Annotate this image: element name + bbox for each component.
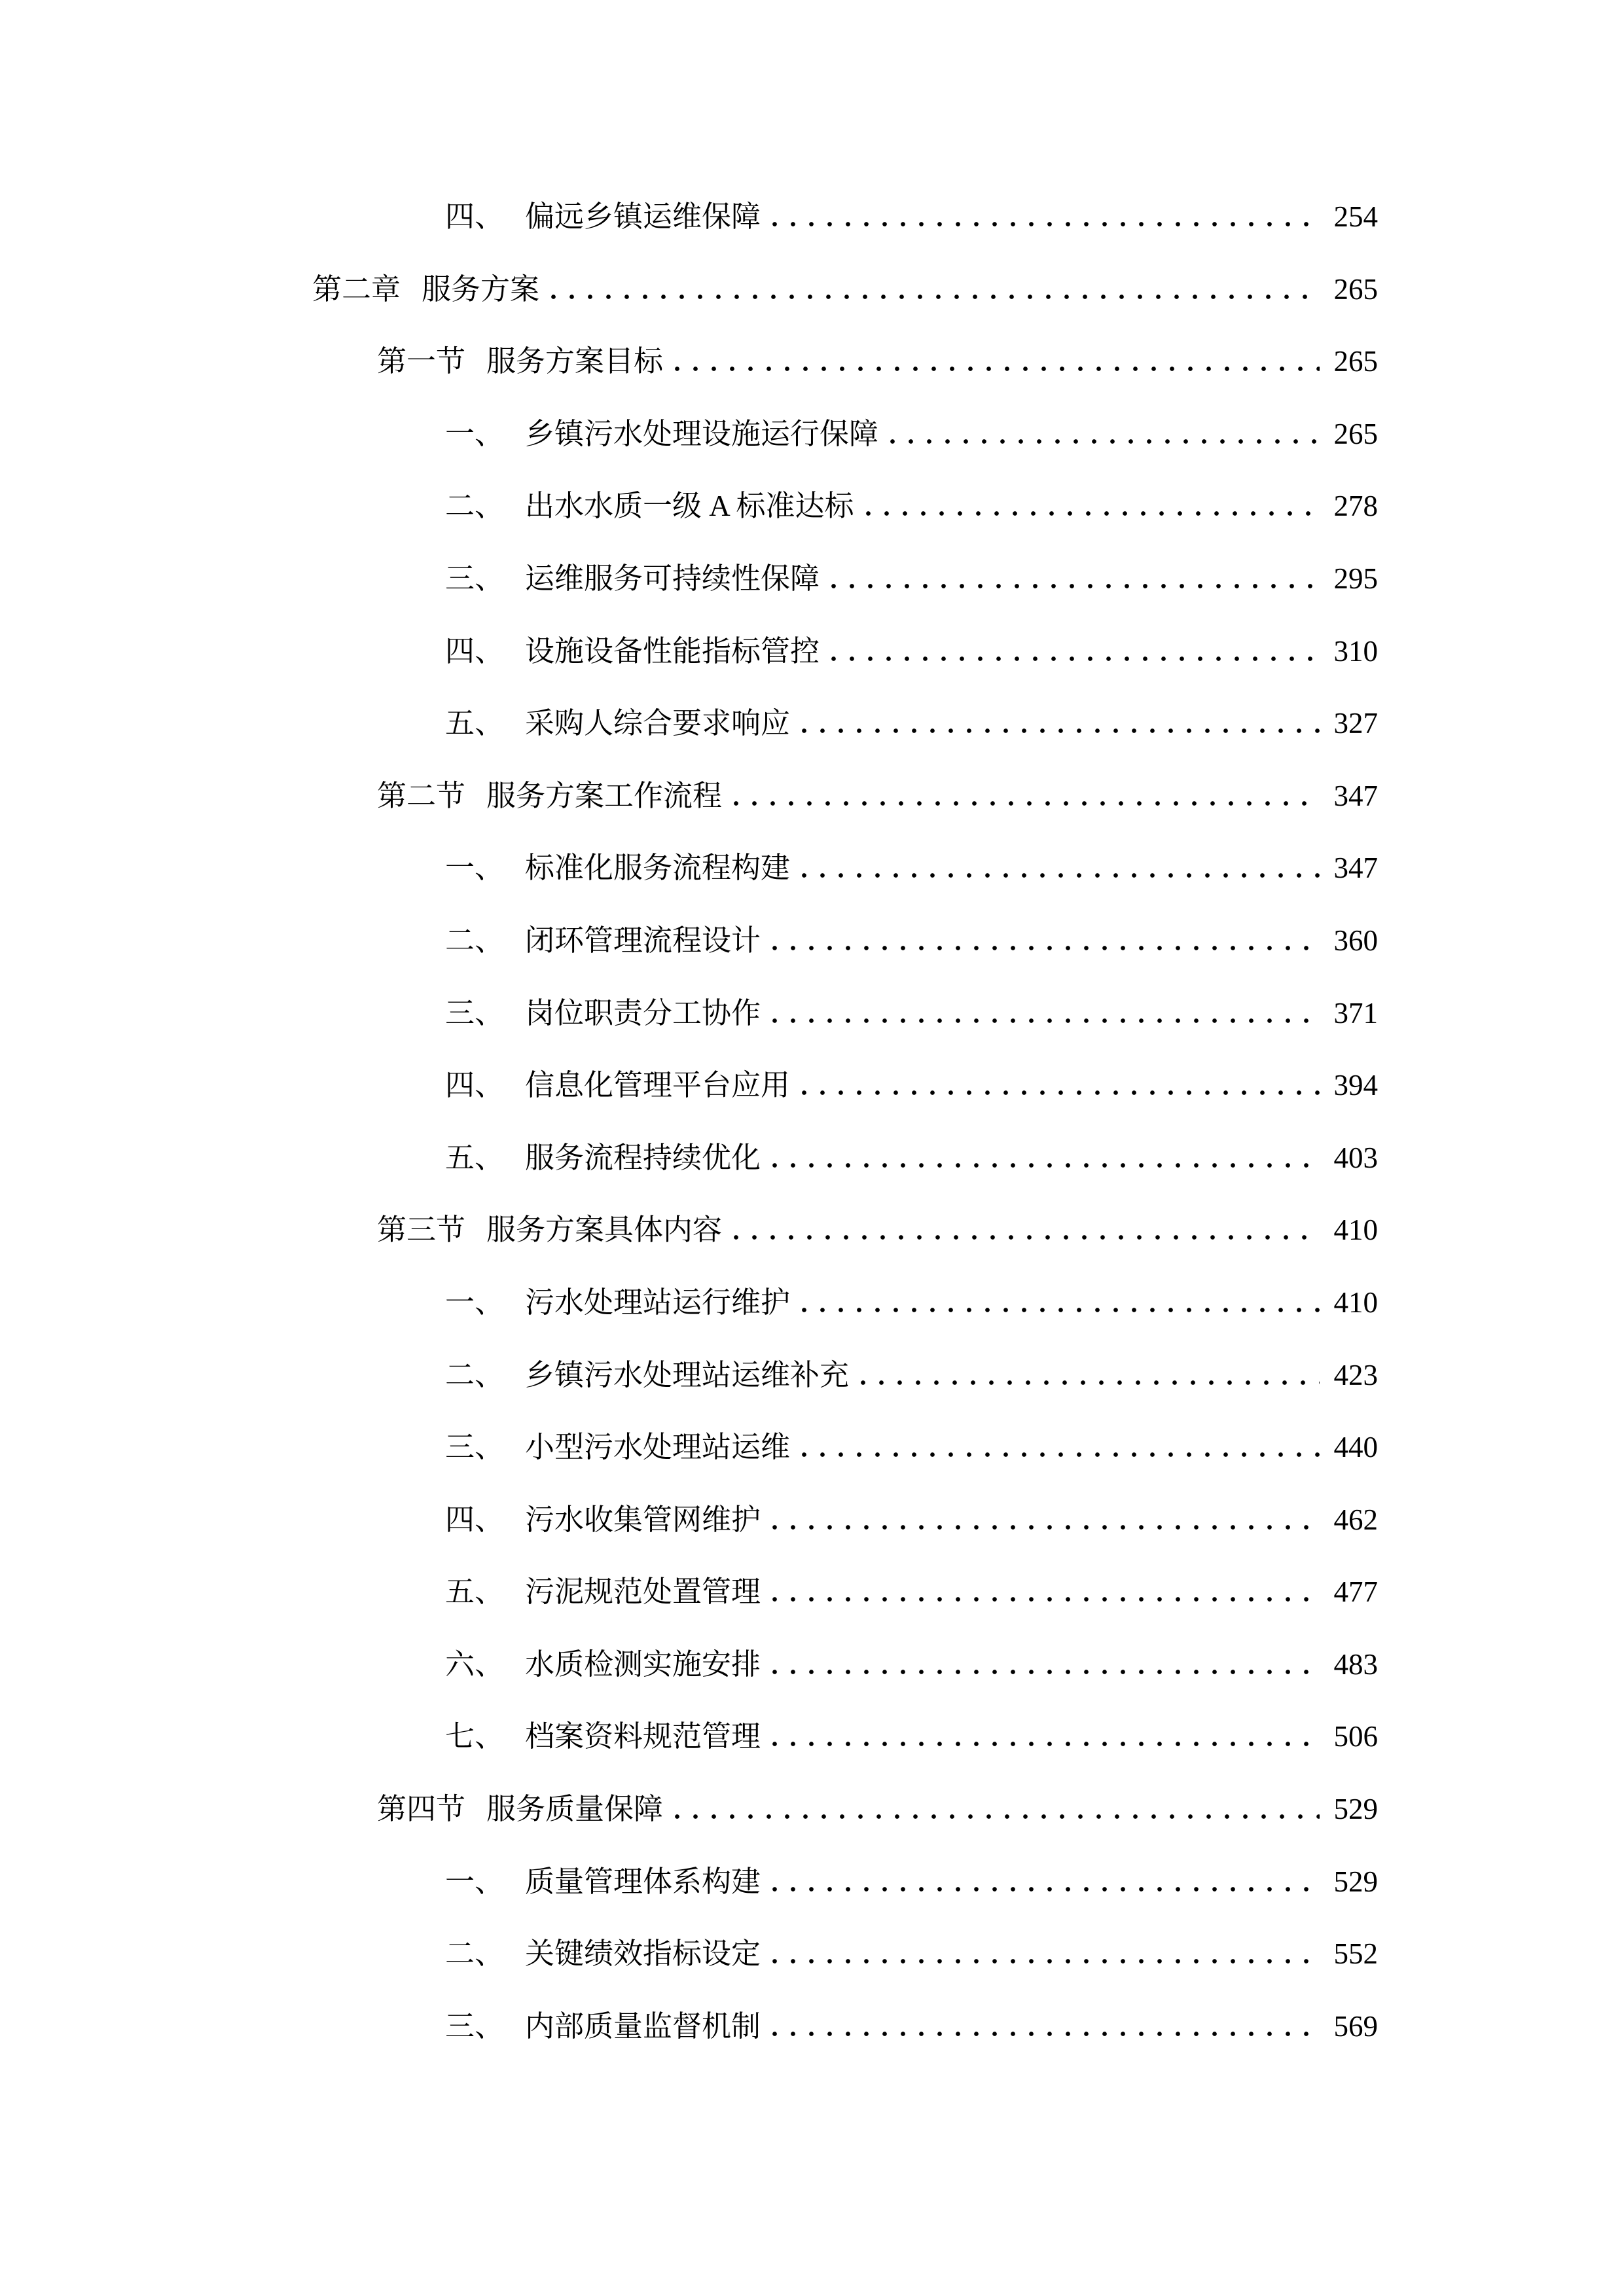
toc-entry-title: 水质检测实施安排 <box>525 1647 761 1681</box>
dot-leader <box>772 1525 1319 1530</box>
toc-entry-title: 标准化服务流程构建 <box>525 852 791 885</box>
toc-entry-title: 小型污水处理站运维 <box>525 1431 791 1464</box>
toc-entry-title: 服务方案 <box>422 272 540 306</box>
toc-entry-page: 506 <box>1333 1720 1378 1753</box>
toc-entry-page: 371 <box>1333 996 1378 1030</box>
toc-entry-number: 三、 <box>445 2009 505 2043</box>
toc-entry-page: 529 <box>1333 1865 1378 1898</box>
toc-entry-number: 一、 <box>445 417 505 450</box>
toc-entry-page: 265 <box>1333 272 1378 306</box>
toc-entry-number: 五、 <box>445 1575 505 1609</box>
toc-entry-page: 310 <box>1333 634 1378 668</box>
toc-entry-title: 出水水质一级 A 标准达标 <box>525 490 854 523</box>
toc-entry-number: 第二节 <box>377 779 466 812</box>
toc-entry-page: 410 <box>1333 1213 1378 1247</box>
toc-entry-number: 一、 <box>445 1285 505 1319</box>
toc-entry-number: 五、 <box>445 1141 505 1174</box>
toc-entry-page: 529 <box>1333 1793 1378 1826</box>
toc-entry <box>312 1720 1378 1793</box>
toc-entry-title: 服务方案工作流程 <box>486 779 723 812</box>
toc-entry <box>312 1793 1378 1865</box>
dot-leader <box>802 728 1319 733</box>
toc-entry-page: 477 <box>1333 1575 1378 1609</box>
toc-entry-number: 四、 <box>445 200 505 233</box>
toc-entry-title: 关键绩效指标设定 <box>525 1937 761 1971</box>
dot-leader <box>675 367 1319 371</box>
toc-entry-number: 七、 <box>445 1720 505 1753</box>
toc-entry <box>312 562 1378 635</box>
toc-entry-page: 483 <box>1333 1647 1378 1681</box>
toc-entry-page: 552 <box>1333 1937 1378 1971</box>
toc-entry-number: 第二章 <box>312 272 401 306</box>
toc-entry-page: 423 <box>1333 1358 1378 1391</box>
toc-entry-title: 内部质量监督机制 <box>525 2009 761 2043</box>
toc-entry-page: 569 <box>1333 2009 1378 2043</box>
toc-entry-title: 运维服务可持续性保障 <box>525 562 820 595</box>
toc-entry <box>312 1575 1378 1648</box>
toc-entry-page: 403 <box>1333 1141 1378 1174</box>
dot-leader <box>802 1452 1319 1457</box>
dot-leader <box>772 222 1319 226</box>
dot-leader <box>831 656 1319 661</box>
toc-entry-title: 偏远乡镇运维保障 <box>525 200 761 233</box>
toc-entry <box>312 2010 1378 2083</box>
toc-entry-title: 服务流程持续优化 <box>525 1141 761 1174</box>
dot-leader <box>772 946 1319 950</box>
dot-leader <box>772 1670 1319 1674</box>
toc-entry-number: 三、 <box>445 1431 505 1464</box>
toc-entry <box>312 635 1378 708</box>
toc-entry-title: 污泥规范处置管理 <box>525 1575 761 1609</box>
toc-entry-number: 五、 <box>445 707 505 740</box>
toc-entry-title: 乡镇污水处理设施运行保障 <box>525 417 879 450</box>
toc-entry <box>312 1213 1378 1286</box>
toc-entry-number: 二、 <box>445 924 505 957</box>
toc-entry-title: 服务方案具体内容 <box>486 1213 723 1247</box>
toc-entry-number: 三、 <box>445 562 505 595</box>
toc-entry-number: 四、 <box>445 634 505 668</box>
toc-entry <box>312 1431 1378 1503</box>
dot-leader <box>734 1235 1319 1240</box>
dot-leader <box>772 1959 1319 1964</box>
dot-leader <box>802 1090 1319 1095</box>
toc-entry-number: 四、 <box>445 1503 505 1536</box>
toc-entry <box>312 1141 1378 1214</box>
toc-entry-number: 六、 <box>445 1647 505 1681</box>
toc-entry-number: 三、 <box>445 996 505 1030</box>
toc-entry-page: 265 <box>1333 345 1378 378</box>
dot-leader <box>772 2032 1319 2036</box>
dot-leader <box>772 1163 1319 1168</box>
toc-entry <box>312 345 1378 418</box>
toc-entry <box>312 1865 1378 1938</box>
toc-entry-number: 四、 <box>445 1069 505 1102</box>
toc-entry-page: 462 <box>1333 1503 1378 1536</box>
toc-entry-number: 二、 <box>445 1358 505 1391</box>
toc-list <box>312 200 1378 2082</box>
dot-leader <box>551 295 1319 299</box>
toc-entry-title: 采购人综合要求响应 <box>525 707 791 740</box>
toc-entry-number: 二、 <box>445 490 505 523</box>
toc-entry <box>312 852 1378 924</box>
dot-leader <box>890 439 1319 444</box>
toc-entry <box>312 1286 1378 1359</box>
toc-entry <box>312 997 1378 1069</box>
dot-leader <box>861 1380 1319 1385</box>
toc-entry-title: 闭环管理流程设计 <box>525 924 761 957</box>
toc-entry-page: 327 <box>1333 707 1378 740</box>
toc-entry-page: 347 <box>1333 852 1378 885</box>
toc-entry-number: 一、 <box>445 1865 505 1898</box>
toc-entry <box>312 200 1378 273</box>
toc-entry-page: 410 <box>1333 1285 1378 1319</box>
toc-entry-title: 服务质量保障 <box>486 1793 664 1826</box>
toc-entry <box>312 418 1378 490</box>
toc-entry <box>312 273 1378 346</box>
toc-entry-title: 质量管理体系构建 <box>525 1865 761 1898</box>
dot-leader <box>772 1742 1319 1746</box>
dot-leader <box>772 1887 1319 1892</box>
toc-entry-page: 394 <box>1333 1069 1378 1102</box>
toc-entry-page: 254 <box>1333 200 1378 233</box>
toc-entry-number: 二、 <box>445 1937 505 1971</box>
dot-leader <box>734 801 1319 806</box>
toc-entry-page: 278 <box>1333 490 1378 523</box>
toc-entry-page: 440 <box>1333 1431 1378 1464</box>
toc-entry <box>312 1069 1378 1141</box>
toc-entry-page: 360 <box>1333 924 1378 957</box>
dot-leader <box>802 873 1319 878</box>
toc-entry-page: 265 <box>1333 417 1378 450</box>
toc-entry-title: 污水处理站运行维护 <box>525 1285 791 1319</box>
toc-entry-title: 档案资料规范管理 <box>525 1720 761 1753</box>
toc-entry-title: 设施设备性能指标管控 <box>525 634 820 668</box>
toc-entry <box>312 1359 1378 1431</box>
toc-entry-number: 第三节 <box>377 1213 466 1247</box>
toc-entry <box>312 1937 1378 2010</box>
dot-leader <box>866 511 1320 516</box>
toc-entry-number: 第四节 <box>377 1793 466 1826</box>
dot-leader <box>831 584 1319 588</box>
toc-entry <box>312 924 1378 997</box>
toc-entry-title: 污水收集管网维护 <box>525 1503 761 1536</box>
toc-entry-page: 295 <box>1333 562 1378 595</box>
toc-entry-title: 信息化管理平台应用 <box>525 1069 791 1102</box>
toc-entry-title: 乡镇污水处理站运维补充 <box>525 1358 850 1391</box>
toc-entry <box>312 707 1378 780</box>
toc-entry-title: 服务方案目标 <box>486 345 664 378</box>
dot-leader <box>675 1814 1319 1819</box>
toc-entry-page: 347 <box>1333 779 1378 812</box>
dot-leader <box>802 1308 1319 1312</box>
dot-leader <box>772 1018 1319 1023</box>
toc-entry-number: 第一节 <box>377 345 466 378</box>
toc-entry <box>312 1503 1378 1576</box>
dot-leader <box>772 1597 1319 1602</box>
toc-entry <box>312 780 1378 852</box>
toc-entry-title: 岗位职责分工协作 <box>525 996 761 1030</box>
toc-entry <box>312 490 1378 562</box>
toc-entry-number: 一、 <box>445 852 505 885</box>
toc-entry <box>312 1648 1378 1721</box>
